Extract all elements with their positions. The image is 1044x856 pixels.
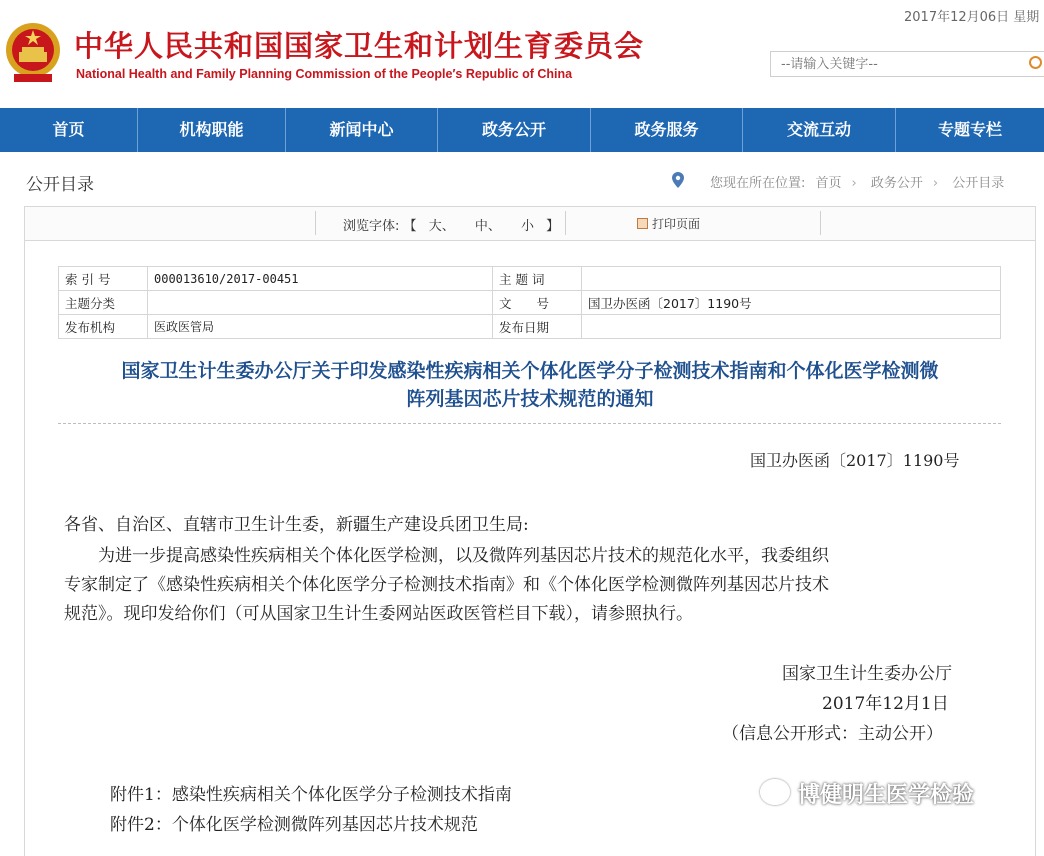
nav-item-gov-affairs[interactable]: 政务公开 bbox=[438, 108, 591, 152]
toolbar-divider bbox=[565, 211, 566, 235]
watermark bbox=[760, 778, 974, 809]
print-icon bbox=[637, 218, 648, 229]
index-label: 索 引 号 bbox=[59, 267, 148, 291]
docno-value: 国卫办医函〔2017〕1190号 bbox=[582, 291, 1001, 315]
document-title-line1: 国家卫生计生委办公厅关于印发感染性疾病相关个体化医学分子检测技术指南和个体化医学检测微 bbox=[121, 360, 939, 382]
table-row bbox=[59, 291, 1001, 315]
site-title-cn: 中华人民共和国国家卫生和计划生育委员会 bbox=[74, 29, 645, 63]
chevron-right-icon: › bbox=[851, 176, 857, 191]
bracket-close: 】 bbox=[546, 219, 560, 234]
publish-date-label: 发布日期 bbox=[493, 315, 582, 339]
document-title-line2: 阵列基因芯片技术规范的通知 bbox=[406, 388, 654, 410]
toolbar-divider bbox=[315, 211, 316, 235]
body-paragraph-line: 专家制定了《感染性疾病相关个体化医学分子检测技术指南》和《个体化医学检测微阵列基因芯片技术 bbox=[64, 575, 829, 595]
table-row bbox=[59, 315, 1001, 339]
subject-label: 主 题 词 bbox=[493, 267, 582, 291]
location-pin-icon bbox=[672, 172, 684, 188]
breadcrumb-item-home[interactable]: 首页 bbox=[815, 176, 842, 191]
body-paragraph-line: 为进一步提高感染性疾病相关个体化医学检测，以及微阵列基因芯片技术的规范化水平，我委组织 bbox=[64, 546, 829, 566]
attachment-link-1[interactable]: 附件1：感染性疾病相关个体化医学分子检测技术指南 bbox=[110, 785, 512, 805]
docno-label: 文 号 bbox=[493, 291, 582, 315]
issuer-value: 医政医管局 bbox=[148, 315, 493, 339]
document-title bbox=[60, 357, 1000, 413]
toolbar-divider bbox=[820, 211, 821, 235]
print-button[interactable] bbox=[637, 215, 700, 232]
font-size-medium[interactable]: 中、 bbox=[474, 219, 501, 234]
site-title-en: National Health and Family Planning Commission of the People′s Republic of China bbox=[76, 67, 573, 81]
font-size-small[interactable]: 小 bbox=[521, 219, 535, 234]
wechat-icon bbox=[760, 779, 790, 805]
search-input[interactable] bbox=[779, 56, 1023, 73]
breadcrumb-prefix: 您现在所在位置: bbox=[710, 176, 806, 191]
article-toolbar bbox=[25, 207, 1035, 241]
chevron-right-icon: › bbox=[932, 176, 939, 191]
nav-item-interaction[interactable]: 交流互动 bbox=[743, 108, 896, 152]
national-emblem-icon bbox=[4, 20, 62, 84]
document-number: 国卫办医函〔2017〕1190号 bbox=[750, 451, 960, 470]
attachment-link-2[interactable]: 附件2：个体化医学检测微阵列基因芯片技术规范 bbox=[110, 815, 478, 835]
nav-item-functions[interactable]: 机构职能 bbox=[138, 108, 286, 152]
breadcrumb-item-gov-affairs[interactable]: 政务公开 bbox=[870, 176, 923, 191]
nav-item-services[interactable]: 政务服务 bbox=[591, 108, 743, 152]
index-value: 000013610/2017-00451 bbox=[148, 267, 493, 291]
salutation: 各省、自治区、直辖市卫生计生委，新疆生产建设兵团卫生局: bbox=[64, 515, 529, 535]
category-value bbox=[148, 291, 493, 315]
nav-item-home[interactable]: 首页 bbox=[0, 108, 138, 152]
signature-date: 2017年12月1日 bbox=[822, 694, 949, 714]
watermark-text: 博健明生医学检验 bbox=[798, 783, 975, 808]
nav-item-news[interactable]: 新闻中心 bbox=[286, 108, 438, 152]
nav-item-topics[interactable]: 专题专栏 bbox=[937, 120, 1002, 139]
font-size-selector bbox=[343, 215, 559, 234]
document-metadata-table bbox=[58, 266, 1001, 339]
main-nav bbox=[0, 108, 1044, 152]
site-header bbox=[0, 0, 1044, 108]
print-label: 打印页面 bbox=[652, 217, 701, 231]
search-icon[interactable] bbox=[1029, 56, 1042, 69]
breadcrumb-item-catalog[interactable]: 公开目录 bbox=[952, 176, 1005, 191]
issuer-label: 发布机构 bbox=[59, 315, 148, 339]
body-paragraph-line: 规范》。现印发给你们（可从国家卫生计生委网站医政医管栏目下载），请参照执行。 bbox=[64, 604, 693, 624]
disclosure-note: （信息公开形式：主动公开） bbox=[722, 724, 943, 744]
font-size-label: 浏览字体: bbox=[343, 219, 400, 234]
search-box[interactable] bbox=[770, 51, 1044, 77]
bracket-open: 【 bbox=[403, 219, 417, 234]
table-row bbox=[59, 267, 1001, 291]
signature: 国家卫生计生委办公厅 bbox=[782, 664, 952, 684]
current-date: 2017年12月06日 星期 bbox=[904, 10, 1040, 25]
title-divider bbox=[58, 423, 1001, 424]
font-size-large[interactable]: 大、 bbox=[428, 219, 455, 234]
category-label: 主题分类 bbox=[59, 291, 148, 315]
publish-date-value bbox=[582, 315, 1001, 339]
breadcrumb bbox=[710, 172, 1010, 191]
section-title: 公开目录 bbox=[26, 175, 94, 195]
subject-value bbox=[582, 267, 1001, 291]
